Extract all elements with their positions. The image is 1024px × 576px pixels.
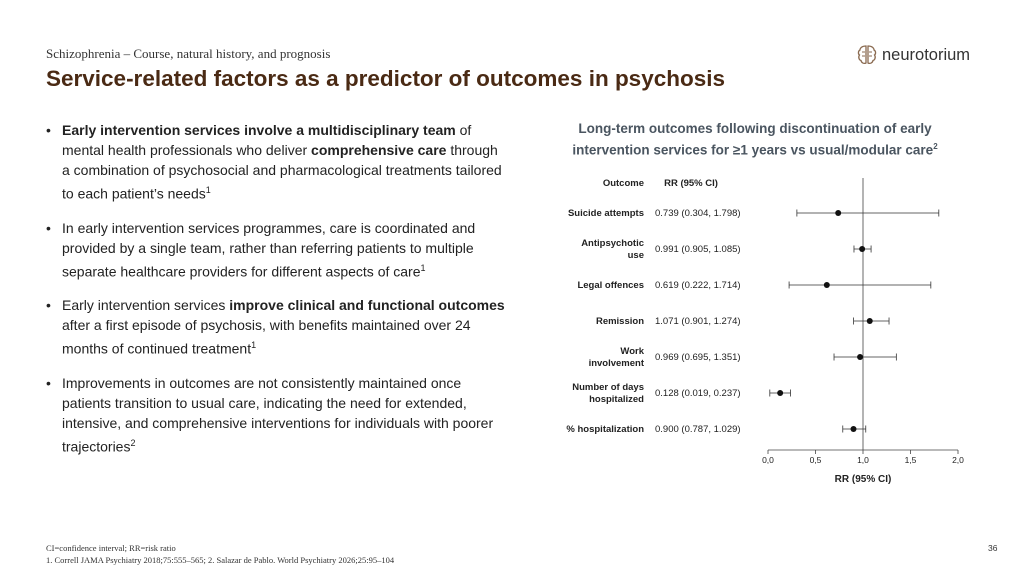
bullet-list [46,120,508,471]
bullet-item [46,373,508,457]
point-estimate [777,390,783,396]
bullet-text: of mental health professionals who deliver [62,122,472,158]
reference-marker: 1 [251,340,257,351]
outcome-label: Number of days [572,382,644,393]
rr-value-label: 1.071 (0.901, 1.274) [655,316,741,327]
reference-marker: 2 [130,437,136,448]
point-estimate [835,210,841,216]
brain-icon [857,44,877,66]
bullet-text: through a combination of psychosocial and pharmacological treatments tailored to each patient’s needs [62,142,502,202]
x-tick-label: 0,0 [762,455,774,465]
bullet-emphasis: Early intervention services involve a multidisciplinary team [62,122,456,138]
rr-value-label: 0.900 (0.787, 1.029) [655,424,741,435]
slide-subtitle: Schizophrenia – Course, natural history, and prognosis [46,46,331,61]
point-estimate [857,354,863,360]
rr-value-label: 0.619 (0.222, 1.714) [655,280,741,291]
chart-title-text: Long-term outcomes following discontinuation of early intervention services for ≥1 years vs usual/modular care [572,121,934,158]
footnote-references: 1. Correll JAMA Psychiatry 2018;75:555–565; 2. Salazar de Pablo. World Psychiatry 2026;25:95–104 [46,555,395,565]
outcome-label: Legal offences [577,280,644,291]
forest-plot [540,168,980,498]
bullet-text: Improvements in outcomes are not consistently maintained once patients transition to usual care, indicating the need for extended, intensive, and comprehensive interventions for individuals with poorer trajectories [62,374,494,455]
bullet-emphasis: comprehensive care [311,142,447,158]
bullet-text: after a first episode of psychosis, with benefits maintained over 24 months of continued treatment [62,317,471,357]
chart-title-ref: 2 [933,142,938,151]
outcome-label: Suicide attempts [567,208,644,219]
page-number: 36 [988,543,998,553]
reference-marker: 1 [205,185,211,195]
x-axis-label: RR (95% CI) [834,474,892,485]
column-header-rr: RR (95% CI) [664,178,718,189]
footnote-abbreviations: CI=confidence interval; RR=risk ratio [46,543,176,553]
rr-value-label: 0.739 (0.304, 1.798) [655,208,741,219]
outcome-label: Work [620,346,644,357]
bullet-item [46,218,508,282]
logo-text: neurotorium [882,45,971,64]
point-estimate [867,318,873,324]
bullet-item [46,295,508,359]
rr-value-label: 0.969 (0.695, 1.351) [655,352,741,363]
x-tick-label: 2,0 [952,455,964,465]
chart-title [540,120,970,160]
outcome-label: hospitalized [589,394,644,405]
outcome-label: % hospitalization [566,424,644,435]
bullet-item [46,120,508,204]
outcome-label: Antipsychotic [581,238,644,249]
bullet-text: In early intervention services programmes, care is coordinated and provided by a single team, rather than referring patients to multiple separate healthcare providers for different aspects of care [62,219,476,280]
column-header-outcome: Outcome [602,178,644,189]
point-estimate [824,282,830,288]
outcome-label: Remission [595,316,644,327]
bullet-text: Early intervention services [62,297,230,314]
reference-marker: 1 [420,262,426,273]
x-tick-label: 1,0 [857,455,869,465]
point-estimate [851,426,857,432]
slide-title: Service-related factors as a predictor of outcomes in psychosis [46,66,725,91]
rr-value-label: 0.991 (0.905, 1.085) [655,244,741,255]
outcome-label: involvement [588,358,644,369]
point-estimate [859,246,865,252]
x-tick-label: 1,5 [904,455,917,465]
x-tick-label: 0,5 [809,455,822,465]
neurotorium-logo [857,44,970,66]
bullet-emphasis: improve clinical and functional outcomes [229,297,505,314]
outcome-label: use [627,250,644,261]
rr-value-label: 0.128 (0.019, 0.237) [655,388,741,399]
